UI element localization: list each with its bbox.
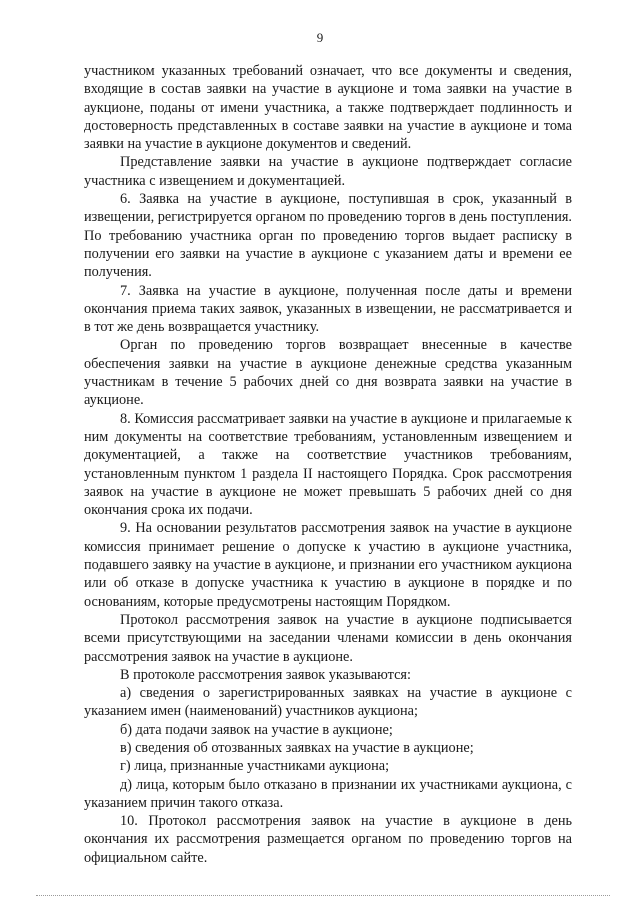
list-item-b: б) дата подачи заявок на участие в аукционе; <box>120 721 393 738</box>
list-item-d: д) лица, которым было отказано в признании их участниками аукциона, с указанием причин такого отказа. <box>84 776 572 811</box>
clause-9: 9. На основании результатов рассмотрения заявок на участие в аукционе комиссия принимает решение о допуске к участию в аукционе участника, подавшего заявку на участие в аукционе, и признании его участником аукциона или об отказе в допуске участника к участию в аукционе в порядке и по основаниям, которые предусмотрены настоящим Порядком. <box>84 520 572 610</box>
clause-7: 7. Заявка на участие в аукционе, полученная после даты и времени окончания приема таких заявок, указанных в извещении, не рассматривается и в тот же день возвращается участнику. <box>84 282 572 336</box>
paragraph-continuation: участником указанных требований означает, что все документы и сведения, входящие в состав заявки на участие в аукционе и тома заявки на участие в аукционе, поданы от имени участника, а также подтверждает подлинность и достоверность представленных в составе заявки на участие в аукционе и тома заявки на участие в аукционе документов и сведений. <box>84 63 572 153</box>
list-item-a: а) сведения о зарегистрированных заявках на участие в аукционе с указанием имен (наименований) участников аукциона; <box>84 685 572 720</box>
list-intro: В протоколе рассмотрения заявок указываются: <box>120 666 411 683</box>
clause-10: 10. Протокол рассмотрения заявок на участие в аукционе в день окончания их рассмотрения размещается органом по проведению торгов на официальном сайте. <box>84 813 572 866</box>
list-item-g: г) лица, признанные участниками аукциона; <box>120 758 390 775</box>
paragraph: Орган по проведению торгов возвращает внесенные в качестве обеспечения заявки на участие в аукционе денежные средства указанным участникам в течение 5 рабочих дней со дня возврата заявки на участие в аукционе. <box>84 337 572 409</box>
clause-6: 6. Заявка на участие в аукционе, поступившая в срок, указанный в извещении, регистрируется органом по проведению торгов в день поступления. По требованию участника орган по проведению торгов выдает расписку в получении его заявки на участие в аукционе с указанием даты и времени ее получения. <box>84 191 572 281</box>
paragraph: Протокол рассмотрения заявок на участие в аукционе подписывается всеми присутствующими на заседании членами комиссии в день окончания рассмотрения заявок на участие в аукционе. <box>84 611 572 665</box>
page-number: 9 <box>316 30 324 45</box>
scan-bottom-edge <box>36 895 610 896</box>
clause-8: 8. Комиссия рассматривает заявки на участие в аукционе и прилагаемые к ним документы на соответствие требованиям, установленным извещением и документацией, а также на соответствие участников требованиям, установленным пунктом 1 раздела II настоящего Порядка. Срок рассмотрения заявок на участие в аукционе не может превышать 5 рабочих дней со дня окончания срока их подачи. <box>84 410 572 519</box>
paragraph: Представление заявки на участие в аукционе подтверждает согласие участника с извещением и документацией. <box>84 154 572 189</box>
document-body <box>84 62 572 867</box>
list-item-v: в) сведения об отозванных заявках на участие в аукционе; <box>120 739 474 756</box>
